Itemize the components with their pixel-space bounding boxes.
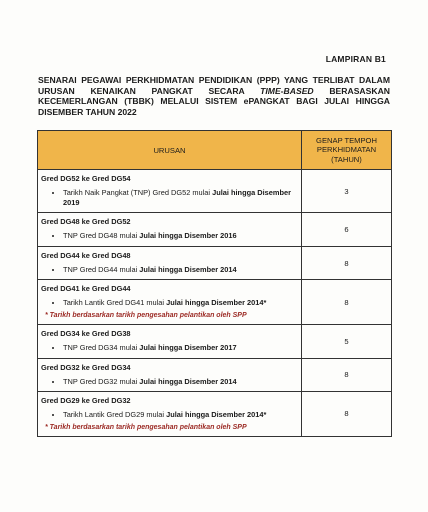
- urusan-cell: [38, 324, 302, 358]
- gred-title: Gred DG29 ke Gred DG32: [41, 396, 131, 406]
- gred-title: Gred DG48 ke Gred DG52: [41, 217, 131, 227]
- criteria-list: [41, 188, 297, 207]
- criteria-text: TNP Gred DG44 mulai: [63, 264, 140, 274]
- criteria-item: [63, 188, 297, 207]
- urusan-cell: [38, 213, 302, 247]
- table-row: [38, 213, 392, 247]
- criteria-list: [41, 265, 297, 275]
- urusan-cell: [38, 170, 302, 213]
- criteria-text: TNP Gred DG34 mulai: [63, 342, 140, 352]
- gred-title: Gred DG32 ke Gred DG34: [41, 362, 131, 372]
- tempoh-header-line1: GENAP TEMPOH: [316, 135, 377, 145]
- gred-title: Gred DG44 ke Gred DG48: [41, 250, 131, 260]
- tempoh-header-line2: PERKHIDMATAN: [316, 145, 377, 155]
- criteria-item: [63, 265, 297, 275]
- urusan-header: URUSAN: [38, 131, 302, 170]
- urusan-cell: [38, 392, 302, 437]
- criteria-period: Julai hingga Disember 2014*: [166, 410, 267, 420]
- criteria-period: Julai hingga Disember 2014*: [166, 298, 267, 308]
- criteria-text: TNP Gred DG32 mulai: [63, 376, 140, 386]
- criteria-list: [41, 231, 297, 241]
- table-row: [38, 392, 392, 437]
- table-row: [38, 324, 392, 358]
- table-row: [38, 170, 392, 213]
- gred-title: Gred DG41 ke Gred DG44: [41, 284, 131, 294]
- criteria-period: Julai hingga Disember 2017: [139, 342, 237, 352]
- years-cell: 8: [302, 358, 392, 392]
- years-cell: 6: [302, 213, 392, 247]
- criteria-text: Tarikh Naik Pangkat (TNP) Gred DG52 mulai: [63, 188, 213, 197]
- criteria-text: Tarikh Lantik Gred DG29 mulai: [63, 410, 167, 420]
- table-row: [38, 280, 392, 325]
- criteria-item: [63, 298, 297, 308]
- criteria-period: Julai hingga Disember 2014: [139, 264, 237, 274]
- heading-text-2: BERASASKAN KECEMERLANGAN (TBBK) MELALUI SISTEM ePANGKAT BAGI JULAI HINGGA DISEMBER TAHUN 2022: [38, 85, 390, 117]
- criteria-item: [63, 410, 297, 420]
- criteria-list: [41, 298, 297, 308]
- years-cell: 8: [302, 280, 392, 325]
- table-row: [38, 358, 392, 392]
- document-heading: [38, 75, 390, 117]
- footnote: * Tarikh berdasarkan tarikh pengesahan pelantikan oleh SPP: [45, 311, 247, 319]
- urusan-cell: [38, 246, 302, 280]
- years-cell: 5: [302, 324, 392, 358]
- urusan-cell: [38, 280, 302, 325]
- criteria-text: TNP Gred DG48 mulai: [63, 231, 140, 241]
- criteria-list: [41, 377, 297, 387]
- criteria-list: [41, 343, 297, 353]
- criteria-item: [63, 343, 297, 353]
- table-row: [38, 246, 392, 280]
- heading-text-1: SENARAI PEGAWAI PERKHIDMATAN PENDIDIKAN (PPP) YANG TERLIBAT DALAM URUSAN KENAIKAN PANGKAT SECARA: [38, 75, 390, 96]
- criteria-period: Julai hingga Disember 2014: [139, 376, 237, 386]
- criteria-period: Julai hingga Disember 2016: [139, 231, 237, 241]
- appendix-label: LAMPIRAN B1: [325, 54, 386, 64]
- table-header-row: [38, 131, 392, 170]
- tempoh-header-line3: (TAHUN): [331, 154, 362, 164]
- footnote: * Tarikh berdasarkan tarikh pengesahan pelantikan oleh SPP: [45, 423, 247, 431]
- criteria-item: [63, 377, 297, 387]
- gred-title: Gred DG52 ke Gred DG54: [41, 174, 131, 183]
- criteria-item: [63, 231, 297, 241]
- years-cell: 8: [302, 392, 392, 437]
- criteria-list: [41, 410, 297, 420]
- urusan-cell: [38, 358, 302, 392]
- tempoh-header: [302, 131, 392, 170]
- promotion-table: [37, 130, 392, 437]
- years-cell: 3: [302, 170, 392, 213]
- heading-italic-text: TIME-BASED: [260, 85, 314, 96]
- gred-title: Gred DG34 ke Gred DG38: [41, 328, 131, 338]
- years-cell: 8: [302, 246, 392, 280]
- criteria-text: Tarikh Lantik Gred DG41 mulai: [63, 298, 167, 308]
- criteria-period: Julai hingga Disember 2019: [63, 188, 291, 207]
